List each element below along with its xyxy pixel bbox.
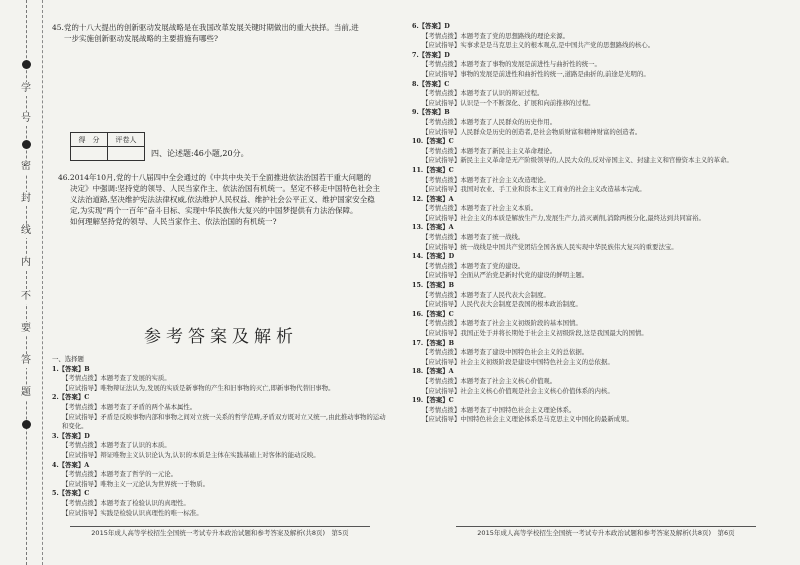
answer-explanation: 【考情点拨】本题考查了认识的本质。 <box>62 441 171 450</box>
answer-tag: 17.【答案】B <box>412 338 455 347</box>
right-page <box>412 22 780 542</box>
answer-tag: 1.【答案】B <box>52 364 90 373</box>
question-46-line: 如何理解坚持党的领导、人民当家作主、依法治国的有机统一? <box>70 217 277 226</box>
binding-hole <box>22 60 31 69</box>
answer-item <box>412 281 780 310</box>
answer-item <box>412 22 780 51</box>
answer-explanation: 【应试指导】事物的发展是前进性和曲折性的统一,道路是曲折的,前途是光明的。 <box>422 69 650 78</box>
answer-explanation: 【应试指导】实事求是是马克思主义的根本观点,是中国共产党的思想路线的核心。 <box>422 41 655 50</box>
answer-explanation: 【考情点拨】本题考查了社会主义本质。 <box>422 204 538 213</box>
answer-explanation: 【应试指导】辩证唯物主义认识论认为,认识的本质是主体在实践基础上对客体的能动反映。 <box>62 450 320 459</box>
answer-tag: 15.【答案】B <box>412 281 455 290</box>
answer-explanation: 【应试指导】统一战线是中国共产党团结全国各族人民实现中华民族伟大复兴的重要法宝。 <box>422 242 678 251</box>
question-46-line: 定,为实现“两个一百年”奋斗目标、实现中华民族伟大复兴的中国梦提供有力法治保障。 <box>70 206 358 215</box>
binding-char: 要 <box>21 323 31 334</box>
question-46-line: 决定》中强调:坚持党的领导、人民当家作主、依法治国有机统一。坚定不移走中国特色社会主 <box>70 184 381 193</box>
answer-tag: 13.【答案】A <box>412 223 454 232</box>
answer-tag: 8.【答案】C <box>412 79 450 88</box>
answer-explanation: 【考情点拨】本题考查了认识的辩证过程。 <box>422 89 544 98</box>
binding-char: 密 <box>21 161 31 172</box>
answer-explanation: 【考情点拨】本题考查了社会主义初级阶段的基本国情。 <box>422 319 582 328</box>
answer-item <box>412 367 780 396</box>
binding-hole <box>22 420 31 429</box>
answer-item <box>52 461 390 490</box>
binding-char: 封 <box>21 193 31 204</box>
answer-explanation: 【考情点拨】本题考查了新民主主义革命理论。 <box>422 146 557 155</box>
answer-tag: 18.【答案】A <box>412 367 454 376</box>
answer-explanation: 【考情点拨】本题考查了事物的发展是前进性与曲折性的统一。 <box>422 60 601 69</box>
page-footer: 2015年成人高等学校招生全国统一考试专升本政治试题和参考答案及解析(共8页) 第6页 <box>456 526 756 539</box>
answer-explanation: 【应试指导】全面从严治党是新时代党的建设的鲜明主题。 <box>422 271 589 280</box>
binding-char: 答 <box>21 355 31 366</box>
answer-tag: 10.【答案】C <box>412 137 454 146</box>
answer-explanation: 【考情点拨】本题考查了检验认识的真理性。 <box>62 498 190 507</box>
answer-tag: 3.【答案】D <box>52 431 90 440</box>
answer-item <box>52 432 390 461</box>
answer-explanation: 【应试指导】我国对农业、手工业和资本主义工商业的社会主义改造基本完成。 <box>422 185 646 194</box>
grader-header: 评卷人 <box>108 133 145 147</box>
answer-explanation: 【应试指导】人民代表大会制度是我国的根本政治制度。 <box>422 300 582 309</box>
answer-explanation: 【应试指导】唯物主义一元论认为世界统一于物质。 <box>62 479 209 488</box>
left-page <box>52 22 390 542</box>
binding-char: 题 <box>21 387 31 398</box>
answer-explanation: 【应试指导】实践是检验认识真理性的唯一标准。 <box>62 508 203 517</box>
answer-explanation: 【应试指导】矛盾是反映事物内部和事物之间对立统一关系的哲学范畴,矛盾双方既对立又统一,由此推动事物的运动和变化。 <box>62 412 386 431</box>
binding-hole <box>22 140 31 149</box>
page-footer: 2015年成人高等学校招生全国统一考试专升本政治试题和参考答案及解析(共8页) 第5页 <box>70 526 370 539</box>
answer-explanation: 【考情点拨】本题考查了矛盾的两个基本属性。 <box>62 402 197 411</box>
answer-explanation: 【考情点拨】本题考查了建设中国特色社会主义的总依据。 <box>422 348 589 357</box>
question-45 <box>52 22 390 44</box>
answer-explanation: 【考情点拨】本题考查了发展的实质。 <box>62 374 171 383</box>
answer-tag: 5.【答案】C <box>52 489 90 498</box>
answer-item <box>412 310 780 339</box>
answer-tag: 4.【答案】A <box>52 460 90 469</box>
question-46-line: 义法治道路,坚决维护宪法法律权威,依法维护人民权益、维护社会公平正义、维护国家安全稳 <box>70 195 375 204</box>
question-45-line: 45.党的十八大提出的创新驱动发展战略是在我国改革发展关键时期做出的重大抉择。当前,进 <box>52 23 359 32</box>
answer-item <box>412 223 780 252</box>
score-box <box>70 132 249 161</box>
answer-explanation: 【考情点拨】本题考查了党的建设。 <box>422 261 525 270</box>
answer-tag: 6.【答案】D <box>412 22 450 30</box>
answer-tag: 16.【答案】C <box>412 309 454 318</box>
section-heading: 一、选择题 <box>52 355 84 363</box>
answer-item <box>52 365 390 394</box>
answer-item <box>52 489 390 518</box>
answer-item <box>412 396 780 425</box>
binding-char: 内 <box>21 257 31 268</box>
grader-cell[interactable] <box>108 147 145 161</box>
binding-char: 学 <box>21 83 31 94</box>
score-header: 得 分 <box>71 133 108 147</box>
answer-item <box>412 339 780 368</box>
answer-item <box>412 195 780 224</box>
answer-explanation: 【应试指导】我国正处于并将长期处于社会主义初级阶段,这是我国最大的国情。 <box>422 329 648 337</box>
binding-char: 线 <box>21 225 31 236</box>
answer-item <box>412 51 780 80</box>
answer-tag: 19.【答案】C <box>412 396 454 405</box>
answer-tag: 9.【答案】B <box>412 108 450 117</box>
answer-tag: 14.【答案】D <box>412 252 455 261</box>
answer-list <box>52 365 390 519</box>
answer-item <box>412 252 780 281</box>
binding-char: 不 <box>21 291 31 302</box>
answer-tag: 11.【答案】C <box>412 165 454 174</box>
answer-explanation: 【考情点拨】本题考查了人民群众的历史作用。 <box>422 117 557 126</box>
answer-explanation: 【应试指导】新民主主义革命是无产阶级领导的,人民大众的,反对帝国主义、封建主义和官僚资本主义的革命。 <box>422 156 733 165</box>
answer-list <box>412 22 780 425</box>
answer-explanation: 【应试指导】唯物辩证法认为,发展的实质是新事物的产生和旧事物的灭亡,即新事物代替旧事物。 <box>62 383 335 392</box>
answer-tag: 2.【答案】C <box>52 393 90 402</box>
answer-explanation: 【应试指导】社会主义核心价值观是社会主义核心价值体系的内核。 <box>422 386 614 395</box>
answer-explanation: 【应试指导】社会主义的本质是解放生产力,发展生产力,消灭剥削,消除两极分化,最终达到共同富裕。 <box>422 213 705 222</box>
score-table <box>70 132 145 161</box>
answer-explanation: 【考情点拨】本题考查了人民代表大会制度。 <box>422 290 550 299</box>
answer-item <box>412 80 780 109</box>
score-cell[interactable] <box>71 147 108 161</box>
question-46-line: 46.2014年10月,党的十八届四中全会通过的《中共中央关于全面推进依法治国若干重大问题的 <box>58 173 371 182</box>
answer-explanation: 【考情点拨】本题考查了党的思想路线的理论来源。 <box>422 31 569 40</box>
answer-item <box>412 108 780 137</box>
answer-explanation: 【应试指导】人民群众是历史的创造者,是社会物质财富和精神财富的创造者。 <box>422 127 642 136</box>
answer-item <box>412 166 780 195</box>
answer-explanation: 【考情点拨】本题考查了社会主义核心价值观。 <box>422 376 557 385</box>
answer-tag: 7.【答案】D <box>412 50 450 59</box>
answer-explanation: 【应试指导】中国特色社会主义理论体系是马克思主义中国化的最新成果。 <box>422 415 633 424</box>
answer-explanation: 【考情点拨】本题考查了哲学的一元论。 <box>62 470 178 479</box>
binding-margin <box>0 0 43 565</box>
answer-explanation: 【应试指导】认识是一个不断深化、扩展和向前推移的过程。 <box>422 98 595 107</box>
binding-char: 号 <box>21 113 31 124</box>
answer-tag: 12.【答案】A <box>412 194 454 203</box>
answer-item <box>412 137 780 166</box>
page-title: 参考答案及解析 <box>144 327 298 347</box>
answers-left <box>52 355 390 518</box>
question-46 <box>58 172 390 227</box>
answer-explanation: 【应试指导】社会主义初级阶段是建设中国特色社会主义的总依据。 <box>422 357 614 366</box>
answer-explanation: 【考情点拨】本题考查了社会主义改造理论。 <box>422 175 550 184</box>
answer-item <box>52 393 390 431</box>
section-label: 四、论述题:46小题,20分。 <box>151 149 249 158</box>
answer-explanation: 【考情点拨】本题考查了中国特色社会主义理论体系。 <box>422 405 576 414</box>
answer-explanation: 【考情点拨】本题考查了统一战线。 <box>422 233 525 242</box>
question-45-line: 一步实施创新驱动发展战略的主要措施有哪些? <box>64 34 219 43</box>
